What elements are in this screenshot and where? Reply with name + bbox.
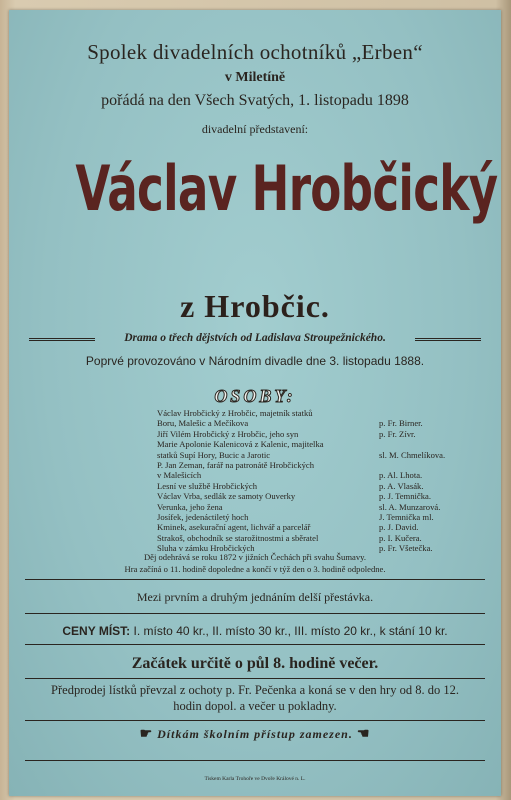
cast-row — [157, 533, 477, 543]
cast-actor: sl. A. Munzarová. — [379, 501, 441, 512]
cast-role: Sluha v zámku Hrobčických — [157, 543, 255, 554]
cast-actor: p. Al. Lhota. — [379, 470, 423, 481]
divider — [25, 720, 485, 721]
cast-row — [157, 418, 477, 428]
cast-role: statků Supí Hory, Bucic a Jarotic — [157, 449, 271, 460]
cast-actor — [379, 460, 477, 470]
place-line: v Miletíně — [224, 70, 286, 85]
cast-actor: p. J. David. — [379, 522, 419, 533]
play-subtitle: z Hrobčic. — [180, 288, 330, 324]
cast-row — [157, 512, 477, 522]
cast-row — [157, 408, 477, 418]
cast-actor: p. Fr. Zívr. — [379, 428, 416, 439]
cast-row — [157, 439, 477, 449]
cast-role: Václav Hrobčický z Hrobčic, majetník statků — [157, 408, 313, 418]
persons-heading: OSOBY: — [214, 386, 296, 406]
play-title: Václav Hrobčický — [75, 152, 498, 225]
divider — [25, 678, 485, 679]
cast-row — [157, 460, 477, 470]
cast-actor: p. A. Vlasák. — [379, 480, 424, 491]
divider — [25, 613, 485, 614]
pointing-hand-left-icon: ☚ — [356, 727, 371, 742]
cast-role: Jiří Vilém Hrobčický z Hrobčic, jeho syn — [157, 428, 299, 439]
cast-role: v Malešicích — [157, 470, 202, 481]
cast-role: Boru, Malešic a Mečíkova — [157, 418, 249, 429]
children-notice-text: Dítkám školním přístup zamezen. — [157, 727, 353, 741]
date-line: pořádá na den Všech Svatých, 1. listopadu 1898 — [101, 92, 409, 109]
divider — [25, 644, 485, 645]
cast-row — [157, 470, 477, 480]
cast-role: Strakoš, obchodník se starožitnostmi a sběratel — [157, 532, 319, 543]
organization-name: Spolek divadelních ochotníků „Erben“ — [87, 40, 423, 64]
cast-row — [157, 450, 477, 460]
cast-role: P. Jan Zeman, farář na patronátě Hrobčických — [157, 460, 315, 471]
pointing-hand-right-icon: ☛ — [139, 727, 154, 742]
divider — [25, 579, 485, 580]
cast-role: Marie Apolonie Kalenicová z Kalenic, majitelka — [157, 439, 324, 450]
cast-row — [157, 481, 477, 491]
cast-role: Josífek, jedenáctiletý hoch — [157, 512, 249, 523]
children-notice — [9, 726, 501, 743]
cast-role: Lesní ve službě Hrobčických — [157, 480, 257, 491]
cast-actor: p. Fr. Birner. — [379, 418, 423, 429]
cast-actor — [379, 439, 477, 449]
cast-list — [157, 408, 477, 554]
cast-row — [157, 502, 477, 512]
cast-role: Verunka, jeho žena — [157, 501, 223, 512]
intermission-notice: Mezi prvním a druhým jednáním delší přestávka. — [136, 590, 374, 604]
printer-line: Tiskem Karla Trohoře ve Dvoře Králové n. L. — [204, 776, 306, 782]
cast-actor: p. I. Kučera. — [379, 532, 422, 543]
drama-line: Drama o třech dějstvích od Ladislava Stroupežnického. — [124, 332, 386, 344]
play-time-line: Hra začíná o 11. hodině dopoledne a končí v týž den o 3. hodině odpoledne. — [124, 564, 386, 574]
start-time: Začátek určitě o půl 8. hodině večer. — [131, 655, 379, 672]
scene-line: Děj odehrává se roku 1872 v jižních Čechách při svahu Šumavy. — [143, 552, 367, 562]
cast-actor: sl. M. Chmelíkova. — [379, 449, 446, 460]
presale-notice: Předprodej lístků převzal z ochoty p. Fr. Pečenka a koná se v den hry od 8. do 12. hodin dopol. a večer u pokladny. — [51, 683, 459, 713]
performance-label: divadelní představení: — [201, 122, 309, 136]
cast-row — [157, 491, 477, 501]
right-double-rule — [415, 338, 481, 341]
theater-poster — [9, 10, 501, 796]
cast-actor: J. Temnička ml. — [379, 512, 434, 523]
cast-actor — [379, 408, 477, 418]
prices-label: CENY MÍST: — [62, 624, 131, 638]
cast-role: Kminek, asekurační agent, lichvář a parcelář — [157, 522, 311, 533]
premiere-line: Poprvé provozováno v Národním divadle dne 3. listopadu 1888. — [85, 354, 425, 368]
cast-actor: p. J. Temnička. — [379, 491, 431, 502]
cast-row — [157, 522, 477, 532]
cast-actor: p. Fr. Všetečka. — [379, 543, 433, 554]
prices-text: I. místo 40 kr., II. místo 30 kr., III. místo 20 kr., k stání 10 kr. — [133, 624, 448, 638]
cast-row — [157, 429, 477, 439]
divider — [25, 760, 485, 761]
ticket-prices — [9, 624, 501, 638]
cast-role: Václav Vrba, sedlák ze samoty Ouverky — [157, 491, 296, 502]
